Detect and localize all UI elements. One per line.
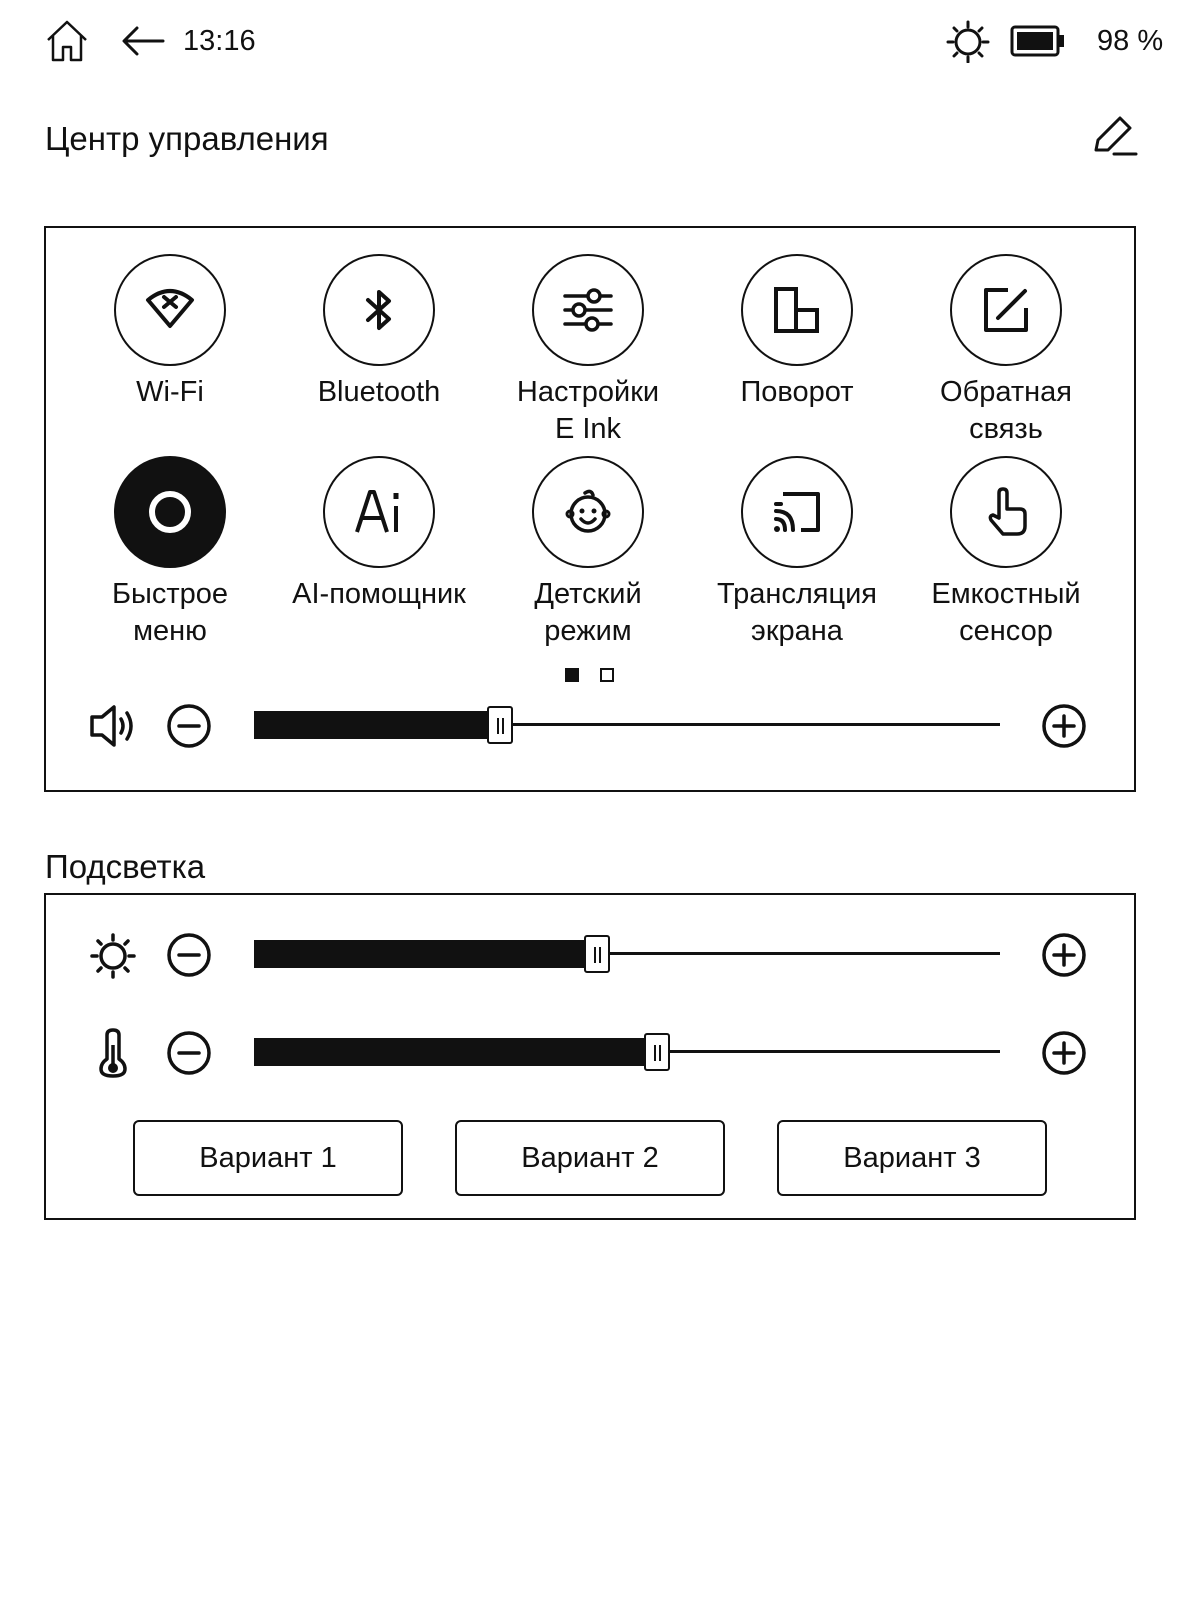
brightness-decrease-button[interactable] <box>166 932 212 978</box>
preset-3-button[interactable]: Вариант 3 <box>777 1120 1047 1196</box>
toggle-eink-settings[interactable] <box>482 254 694 454</box>
sliders-icon <box>532 254 644 366</box>
preset-1-button[interactable]: Вариант 1 <box>133 1120 403 1196</box>
battery-percent: 98 % <box>1097 25 1164 57</box>
thermometer-icon <box>96 1027 130 1079</box>
brightness-increase-button[interactable] <box>1041 932 1087 978</box>
slider-fill <box>254 940 597 968</box>
sun-icon <box>89 932 137 980</box>
status-bar <box>0 0 1204 80</box>
toggle-rotate[interactable] <box>691 254 903 454</box>
quick-menu-icon <box>114 456 226 568</box>
wifi-off-icon <box>114 254 226 366</box>
toggle-capacitive-sensor[interactable] <box>900 456 1112 656</box>
back-arrow-icon[interactable] <box>120 24 166 58</box>
brightness-slider[interactable] <box>254 931 1000 979</box>
warmth-increase-button[interactable] <box>1041 1030 1087 1076</box>
slider-thumb[interactable] <box>487 706 513 744</box>
ai-icon <box>323 456 435 568</box>
toggle-quick-menu[interactable] <box>64 456 276 656</box>
toggle-label: Bluetooth <box>317 376 441 408</box>
toggle-label: Трансляция экрана <box>717 578 877 647</box>
bluetooth-icon <box>323 254 435 366</box>
toggle-label: Емкостный сенсор <box>931 578 1081 647</box>
home-icon[interactable] <box>44 18 90 64</box>
toggle-ai-assistant[interactable] <box>273 456 485 656</box>
clock: 13:16 <box>183 25 256 57</box>
toggle-feedback[interactable] <box>900 254 1112 454</box>
slider-thumb[interactable] <box>584 935 610 973</box>
slider-thumb[interactable] <box>644 1033 670 1071</box>
toggle-bluetooth[interactable] <box>273 254 485 454</box>
toggle-label: Детский режим <box>534 578 642 647</box>
toggle-label: AI-помощник <box>292 578 466 610</box>
toggle-label: Настройки E Ink <box>516 376 660 445</box>
toggle-label: Обратная связь <box>940 376 1072 445</box>
rotate-icon <box>741 254 853 366</box>
page-title: Центр управления <box>45 120 329 157</box>
toggle-label: Быстрое меню <box>111 578 229 647</box>
slider-fill <box>254 1038 657 1066</box>
feedback-icon <box>950 254 1062 366</box>
lighting-section-title: Подсветка <box>45 848 206 885</box>
speaker-icon <box>88 704 140 748</box>
slider-fill <box>254 711 500 739</box>
kid-icon <box>532 456 644 568</box>
toggle-label: Поворот <box>740 376 854 408</box>
page-indicator-2[interactable] <box>600 668 614 682</box>
volume-increase-button[interactable] <box>1041 703 1087 749</box>
battery-icon <box>1010 24 1066 58</box>
toggle-screen-cast[interactable] <box>691 456 903 656</box>
volume-decrease-button[interactable] <box>166 703 212 749</box>
toggle-kid-mode[interactable] <box>482 456 694 656</box>
toggle-label: Wi-Fi <box>136 376 204 408</box>
warmth-decrease-button[interactable] <box>166 1030 212 1076</box>
warmth-slider[interactable] <box>254 1029 1000 1077</box>
pencil-icon[interactable] <box>1090 114 1138 160</box>
toggle-wifi[interactable] <box>64 254 276 454</box>
page-indicator-1[interactable] <box>565 668 579 682</box>
preset-2-button[interactable]: Вариант 2 <box>455 1120 725 1196</box>
cast-icon <box>741 456 853 568</box>
frontlight-icon[interactable] <box>946 19 990 63</box>
volume-slider[interactable] <box>254 702 1000 750</box>
touch-icon <box>950 456 1062 568</box>
